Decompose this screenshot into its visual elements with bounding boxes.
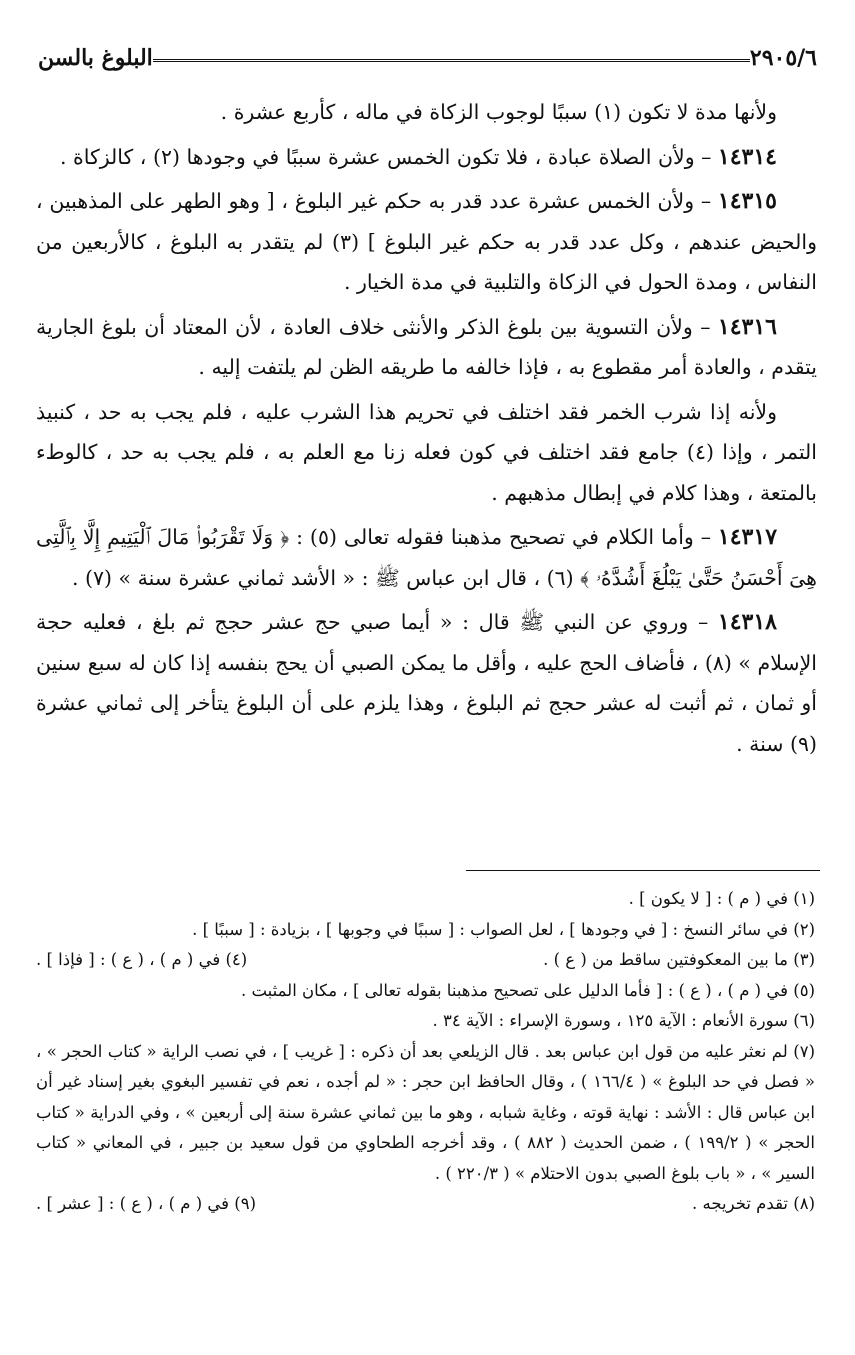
header-rule — [153, 59, 750, 62]
footnote-2: (٢) في سائر النسخ : [ في وجودها ] ، لعل الصواب : [ سببًا في وجوبها ] ، بزيادة : [ سببًا ] . — [192, 919, 815, 939]
running-header — [28, 40, 827, 76]
main-text — [36, 92, 817, 768]
paragraph-14318 — [36, 602, 817, 764]
footnote-row-3-4 — [36, 945, 815, 976]
footnote-separator — [466, 870, 820, 871]
footnote-row-8-9 — [36, 1189, 815, 1220]
paragraph-text: – وروي عن النبي ﷺ قال : « أيما صبي حج عشر حجج ثم بلغ ، فعليه حجة الإسلام » (٨) ، فأضاف الحج عليه ، وأقل ما يمكن الصبي أن يحج بنفسه إذا كان له سبع سنين أو ثمان ، ثم أثبت له عشر حجج ثم البلوغ ، وهذا يلزم على أن البلوغ يتأخر إلى ثماني عشرة (٩) سنة . — [36, 610, 817, 756]
paragraph-number: ١٤٣١٦ — [717, 313, 777, 340]
footnotes — [36, 884, 815, 1220]
paragraph-number: ١٤٣١٧ — [717, 524, 778, 550]
paragraph-number: ١٤٣١٨ — [717, 609, 777, 635]
footnote-4: (٤) في ( م ) ، ( ع ) : [ فإذا ] . — [36, 950, 248, 969]
paragraph-text: ولأنه إذا شرب الخمر فقد اختلف في تحريم هذا الشرب عليه ، فلم يجب به حد ، كنبيذ التمر ، وإذا (٤) جامع فقد اختلف في كون فعله زنا مع العلم به ، فلم يجب به حد ، كالوطء بالمتعة ، وهذا كلام في إبطال مذهبهم . — [36, 399, 817, 505]
paragraph-1 — [36, 92, 817, 133]
paragraph-number: ١٤٣١٤ — [717, 143, 777, 170]
paragraph-text: – ولأن التسوية بين بلوغ الذكر والأنثى خلاف العادة ، لأن المعتاد أن بلوغ الجارية يتقدم ، والعادة أمر مقطوع به ، فإذا خالفه ما طريقه الظن لم يلتفت إليه . — [36, 314, 817, 379]
paragraph-14317 — [36, 517, 817, 598]
footnote-6: (٦) سورة الأنعام : الآية ١٢٥ ، وسورة الإسراء : الآية ٣٤ . — [432, 1011, 815, 1030]
footnote-3: (٣) ما بين المعكوفتين ساقط من ( ع ) . — [543, 950, 815, 969]
footnote-1: (١) في ( م ) : [ لا يكون ] . — [628, 889, 815, 908]
footnote-9: (٩) في ( م ) ، ( ع ) : [ عشر ] . — [36, 1194, 257, 1213]
paragraph-text: – وأما الكلام في تصحيح مذهبنا فقوله تعالى (٥) : ﴿ وَلَا تَقْرَبُوا۟ مَالَ ٱلْيَتِيمِ إِلَّا بِٱلَّتِى هِىَ أَحْسَنُ حَتَّىٰ يَبْلُغَ أَشُدَّهُۥ ﴾ (٦) ، قال ابن عباس ﷺ : « الأشد ثماني عشرة سنة » (٧) . — [36, 525, 817, 590]
footnote-7: (٧) لم نعثر عليه من قول ابن عباس بعد . قال الزيلعي بعد أن ذكره : [ غريب ] ، في نصب الراية « كتاب الحجر » ، « فصل في حد البلوغ » ( ١٦٦/٤ ) ، وقال الحافظ ابن حجر : « لم أجده ، نعم في تفسير البغوي بغير إسناد غير أن ابن عباس قال : الأشد : نهاية قوته ، وغاية شبابه ، وهو ما بين ثماني عشرة سنة إلى أربعين » ، وفي الدراية « كتاب الحجر » ( ١٩٩/٢ ) ، ضمن الحديث ( ٨٨٢ ) ، وقد أخرجه الطحاوي من قول سعيد بن جبير ، في المعاني « كتاب السير » ، « باب بلوغ الصبي بدون الاحتلام » ( ٢٢٠/٣ ) . — [36, 1041, 815, 1183]
footnote-5: (٥) في ( م ) ، ( ع ) : [ فأما الدليل على تصحيح مذهبنا بقوله تعالى ] ، مكان المثبت . — [240, 980, 815, 1000]
paragraph-text: ولأنها مدة لا تكون (١) سببًا لوجوب الزكاة في ماله ، كأربع عشرة . — [220, 100, 777, 124]
paragraph-14314 — [36, 137, 817, 178]
paragraph-14315 — [36, 181, 817, 303]
paragraph-14316 — [36, 307, 817, 388]
paragraph-number: ١٤٣١٥ — [717, 188, 777, 214]
paragraph-5 — [36, 392, 817, 514]
footnote-8: (٨) تقدم تخريجه . — [692, 1194, 815, 1213]
page-number: ٢٩٠٥/٦ — [749, 45, 817, 71]
running-title: البلوغ بالسن — [38, 45, 153, 71]
paragraph-text: – ولأن الخمس عشرة عدد قدر به حكم غير البلوغ ، [ وهو الطهر على المذهبين ، والحيض عندهم ، وكل عدد قدر به حكم غير البلوغ ] (٣) لم يتقدر به البلوغ ، كالأربعين من النفاس ، ومدة الحول في الزكاة والتلبية في مدة الخيار . — [36, 189, 817, 294]
paragraph-text: – ولأن الصلاة عبادة ، فلا تكون الخمس عشرة سببًا في وجودها (٢) ، كالزكاة . — [59, 144, 712, 169]
